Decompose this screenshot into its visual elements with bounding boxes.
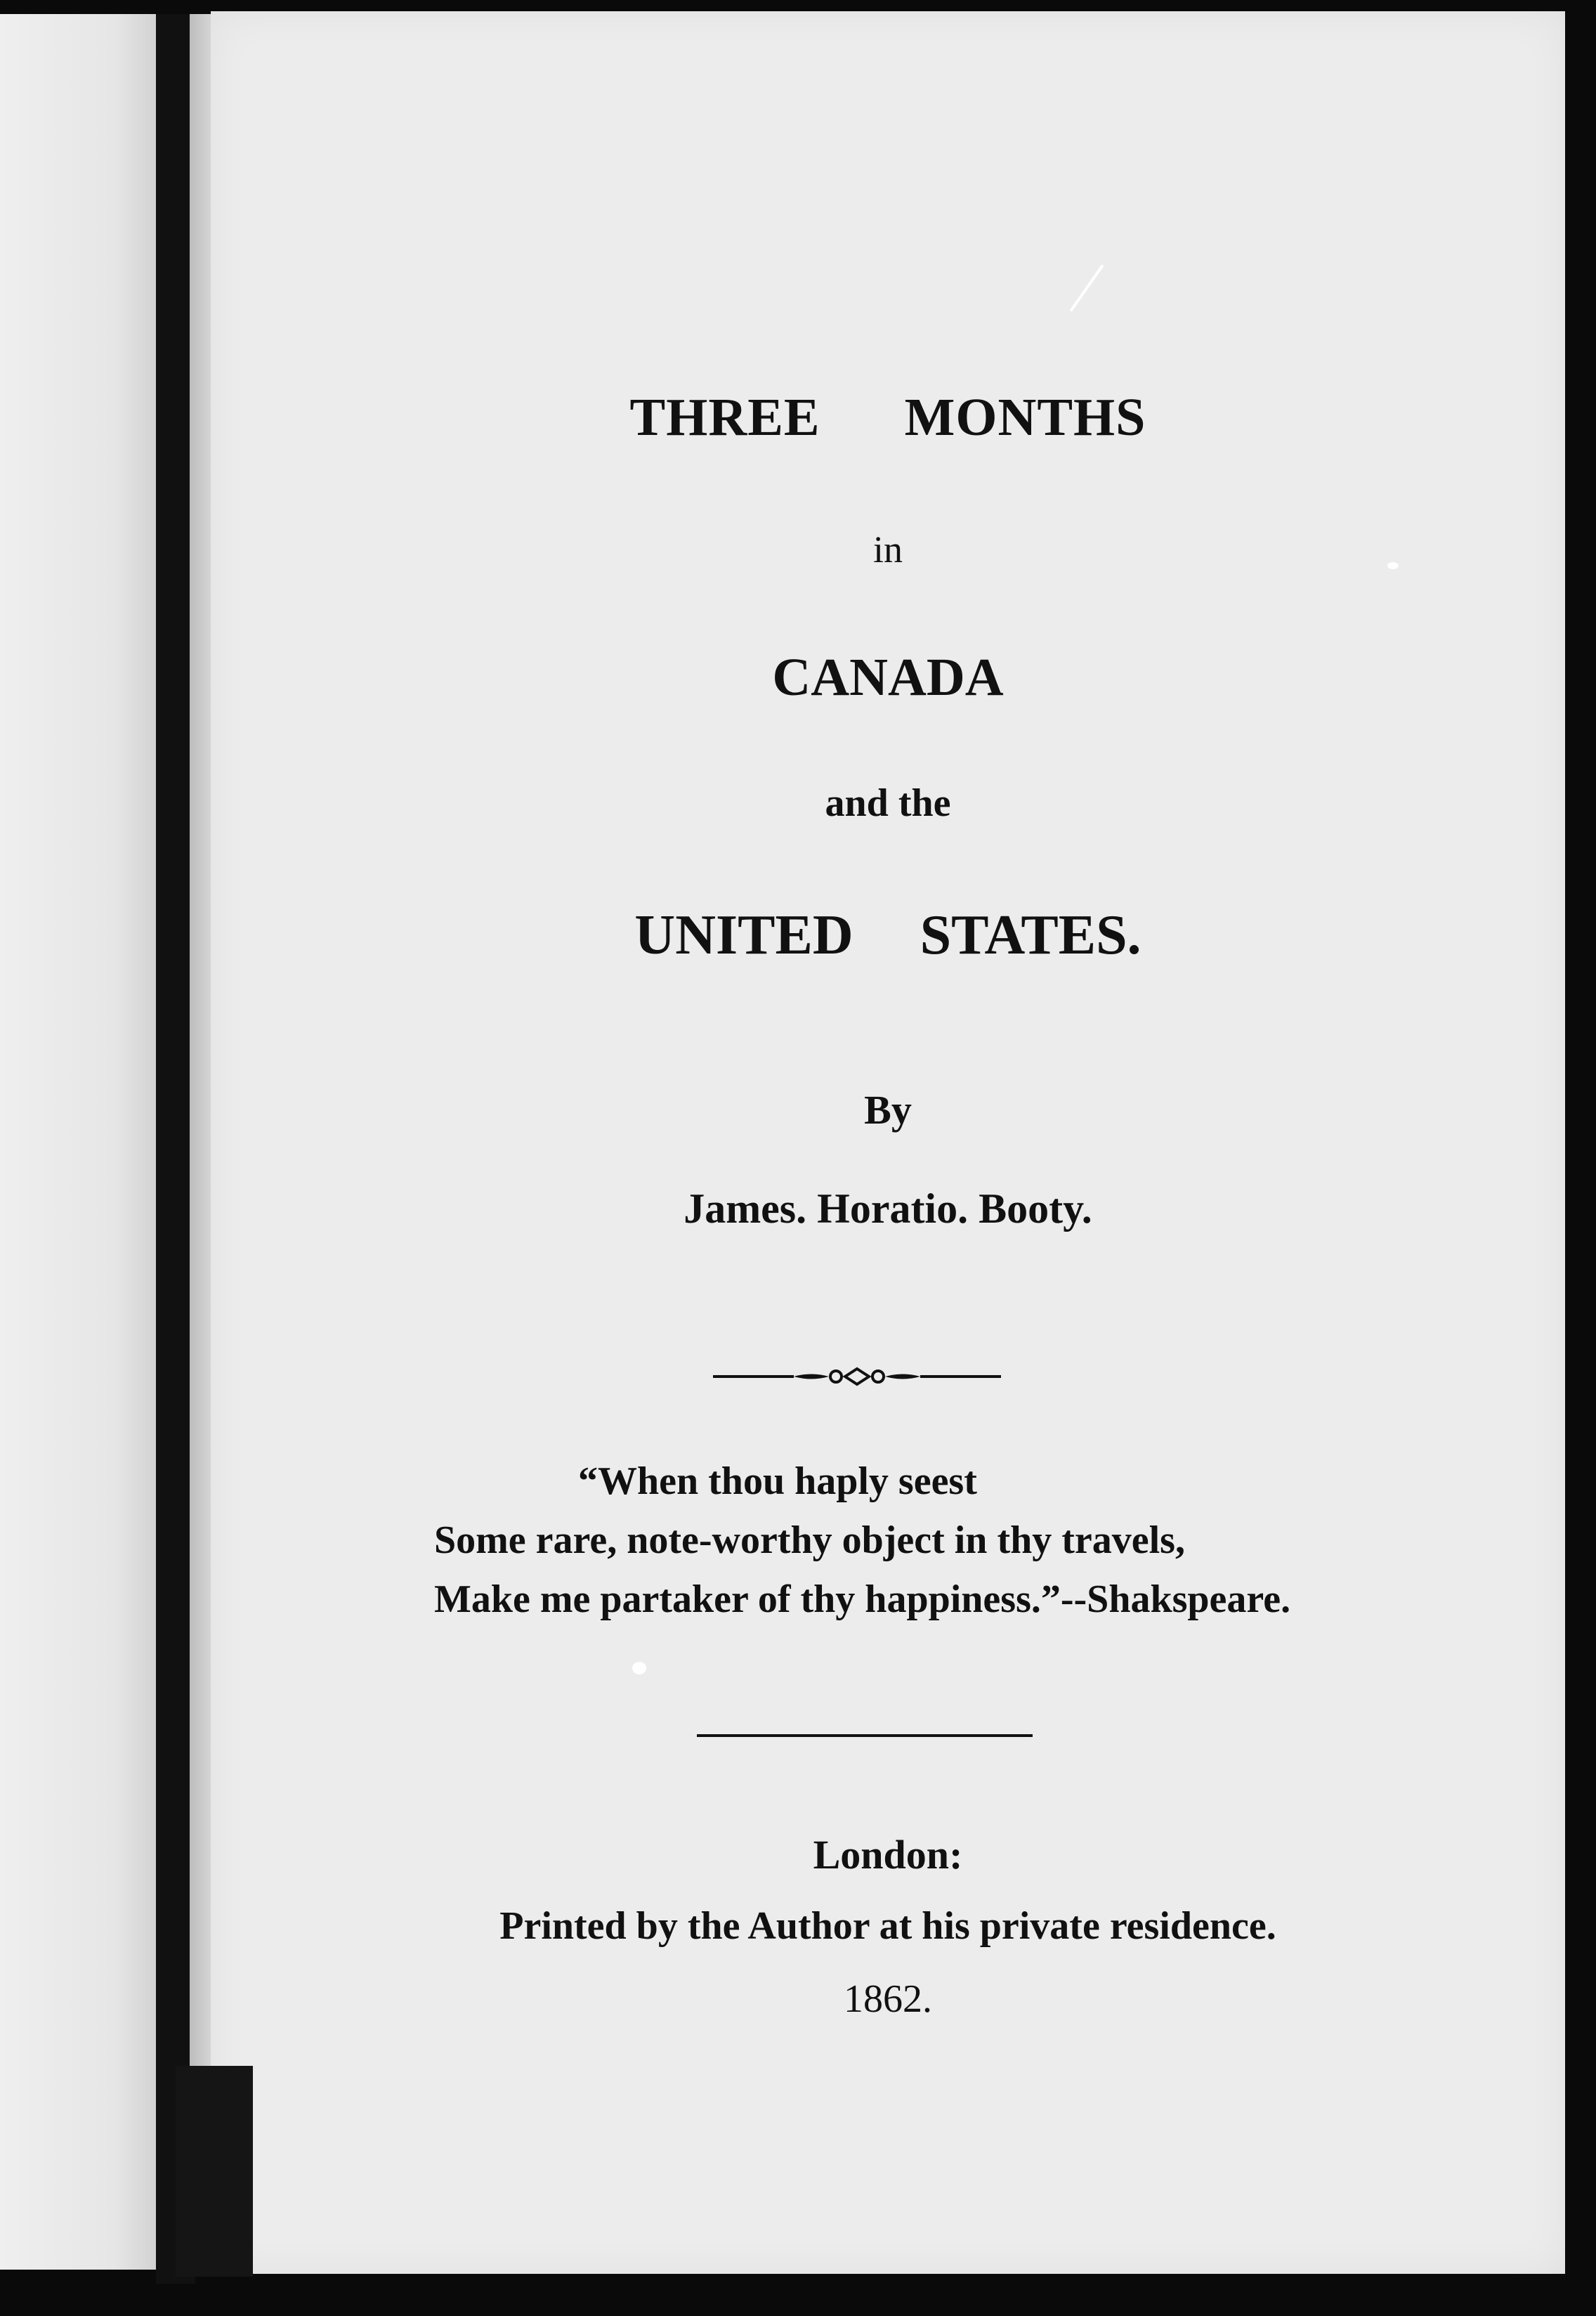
imprint-printer: Printed by the Author at his private residence.: [499, 1904, 1276, 1948]
title-place-canada: CANADA: [772, 648, 1004, 707]
epigraph-line-2: Some rare, note-worthy object in thy travels,: [434, 1518, 1185, 1562]
paper-speck: [1387, 562, 1399, 569]
title-place-united-states: [211, 904, 1565, 968]
epigraph-line-3: Make me partaker of thy happiness.”--Shakspeare.: [434, 1577, 1291, 1621]
ornamental-divider-icon: [713, 1359, 1001, 1394]
imprint-place: London:: [813, 1832, 963, 1878]
title-connector-and-the: and the: [825, 781, 951, 825]
author-name: James. Horatio. Booty.: [683, 1185, 1092, 1232]
paper-speck: [632, 1662, 646, 1674]
epigraph: [434, 1452, 1382, 1629]
left-page: [0, 14, 163, 2270]
epigraph-line-1: “When thou haply seest: [578, 1459, 977, 1503]
main-title-line: [211, 387, 1565, 448]
title-word-months: MONTHS: [904, 388, 1146, 447]
title-word-states: STATES.: [920, 904, 1142, 966]
title-word-united: UNITED: [634, 904, 853, 966]
title-word-three: THREE: [629, 388, 820, 447]
by-label: By: [864, 1087, 912, 1133]
title-page-content: [211, 11, 1565, 2274]
horizontal-rule: [697, 1734, 1033, 1737]
imprint-year: 1862.: [844, 1977, 932, 2021]
title-connector-in: in: [872, 528, 903, 571]
